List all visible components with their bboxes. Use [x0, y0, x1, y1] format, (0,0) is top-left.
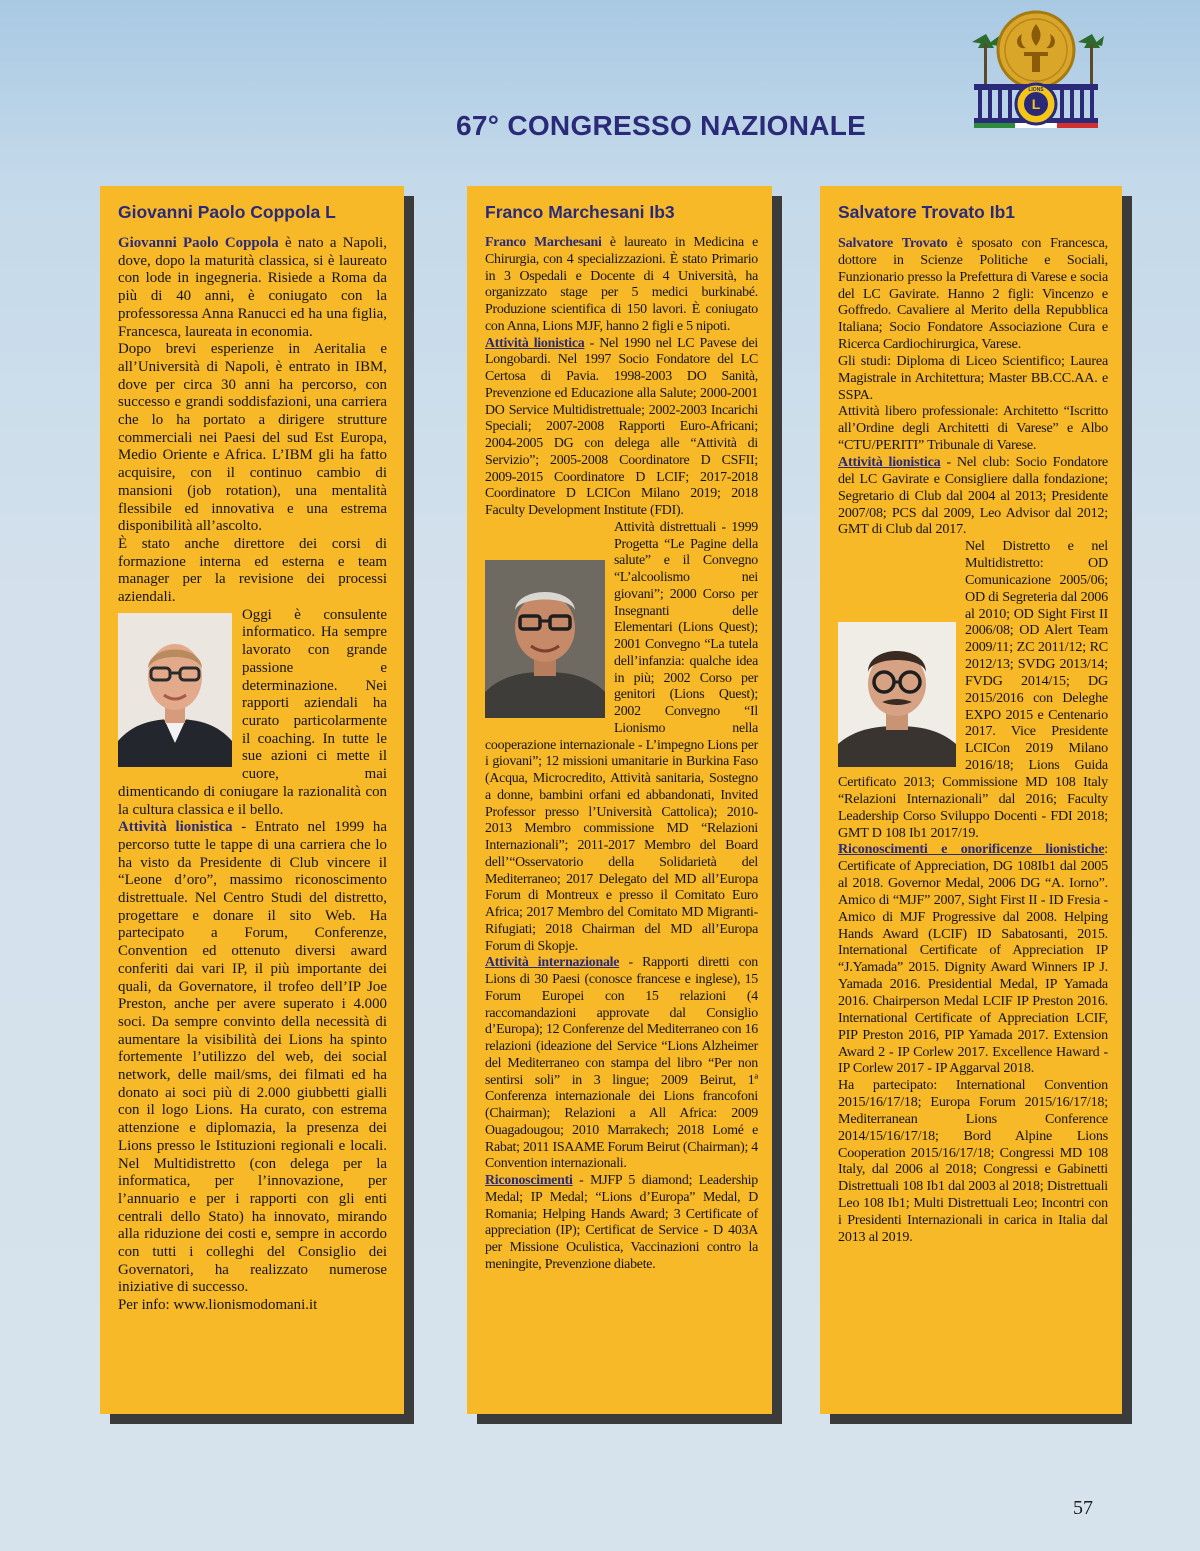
portrait-photo	[118, 613, 232, 767]
awards-heading: Riconoscimenti	[485, 1173, 573, 1188]
honors-text: : Certificate of Appreciation, DG 108Ib1 dal 2005 al 2018. Governor Medal, 2006 DG “A. Iorno”. Amico di “MJF” 2007, Sight First II - ID Fresia - Amico di MJF Progressive dal 2008. Helping Hands Award (LCIF) ID Sabatosanti, 2015. International Certificate of Appreciation IP “J.Yamada” 2015. Dignity Award Winners IP J. Yamada 2016. Presidential Medal, IP Yamada 2016. Chairperson Medal LCIF IP Preston 2016. International Certificate of Appreciation LCIF, PIP Preston 2016, PIP Yamada 2017. Extension Award 2 - IP Corlew 2017. Excellence Haward - IP Corlew 2017 - IP Aggarval 2018.	[838, 841, 1108, 1077]
profile-body	[838, 235, 1108, 1246]
lions-activity-heading: Attività lionistica	[838, 453, 941, 470]
honors-paragraph	[838, 841, 1108, 1077]
career-paragraph: Dopo brevi esperienze in Aeritalia e all’Università di Napoli, è entrato in IBM, dove per circa 30 anni ha percorso, con successo e grandi soddisfazioni, una carriera che lo ha portato a dirigere strutture commerciali nei Paesi del sud Est Europa, Medio Oriente e Africa. L’IBM gli ha fatto acquisire, con il continuo cambio di mansioni (job rotation), una mentalità flessibile ed innovativa e una estrema disponibilità all’ascolto.	[118, 341, 387, 535]
profile-body	[118, 235, 387, 1315]
bio-name: Giovanni Paolo Coppola	[118, 235, 279, 251]
bio-text: è sposato con Francesca, dottore in Scienze Politiche e Sociali, Funzionario presso la Prefettura di Varese e socia del LC Gavirate. Hanno 2 figli: Vincenzo e Goffredo. Cavaliere al Merito della Repubblica Italiana; Socio Fondatore Associazione Cura e Ricerca Cardiochirurgica, Varese.	[838, 235, 1108, 353]
lions-activity-paragraph	[118, 819, 387, 1297]
district-text: Nel Distretto e nel Multidistretto: OD Comunicazione 2005/06; OD di Segreteria dal 2006 al 2010; OD Sight First II 2006/08; OD Alert Team 2009/11; ZC 2011/12; RC 2012/13; SVDG 2013/14; FVDG 2014/15; DG 2015/2016 con Deleghe EXPO 2015 e Centenario 2017. Vice Presidente LCICon 2019 Milano 2016/18; Lions Guida Certificato 2013; Commissione MD 108 Italy “Relazioni Internazionali” dal 2016; Faculty Leadership Corso Sviluppo Docenti - FDI 2018; GMT D 108 Ib1 2017/19.	[838, 538, 1108, 841]
profession-paragraph: Attività libero professionale: Architetto “Iscritto all’Ordine degli Architetti di Varese” e Albo “CTU/PERITI” Tribunale di Varese.	[838, 403, 1108, 454]
lions-activity-heading: Attività lionistica	[118, 819, 233, 836]
consulting-paragraph: Oggi è consulente informatico. Ha sempre lavorato con grande passione e determinazione. Nei rapporti aziendali ha curato particolarmente il coaching. In tutte le sue azioni ci mette il cuore, mai dimenticando di coniugare la razionalità con la cultura classica e il bello.	[118, 606, 387, 818]
portrait-photo	[838, 622, 956, 767]
district-paragraph	[838, 538, 1108, 841]
international-activity-paragraph	[485, 955, 758, 1173]
portrait-photo	[485, 560, 605, 718]
bio-paragraph	[118, 235, 387, 341]
district-activity-text: Attività distrettuali - 1999 Progetta “Le Pagine della salute” e il Convegno “L’alcoolismo nei giovani”; 2000 Corso per Insegnanti delle Elementari (Lions Quest); 2001 Convegno “La tutela dell’infanzia: qualche idea in più; 2002 Corso per genitori (Lions Quest); 2002 Convegno “Il Lionismo nella cooperazione internazionale - L’impegno Lions per i giovani”; 12 missioni umanitarie in Burkina Faso (Acqua, Microcredito, Attività sanitaria, Sostegno a donne, bambini orfani ed abbandonati, Invited Professor presso l’Università Cattolica); 2010-2013 Membro commissione MD “Relazioni Internazionali”; 2011-2017 Membro del Board dell’“Osservatorio della Solidarietà del Mediterraneo; 2017 Delegato del MD all’Europa Forum di Montreux e presso il Comitato Euro Africa; 2017 Membro del Comitato MD Migranti-Rifugiati; 2018 Chairman del MD all’Europa Forum di Skopje.	[485, 519, 758, 954]
awards-paragraph	[485, 1173, 758, 1274]
profile-name-heading: Giovanni Paolo Coppola L	[118, 202, 336, 222]
bio-paragraph	[485, 235, 758, 336]
page-title: 67° CONGRESSO NAZIONALE	[456, 110, 867, 141]
lions-activity-heading: Attività lionistica	[485, 335, 585, 351]
lions-fleur-de-lis-emblem-icon	[966, 8, 1106, 136]
district-activity-paragraph	[485, 520, 758, 956]
lions-activity-text: - Nel club: Socio Fondatore del LC Gavirate e Consigliere dalla fondazione; Segretario di Club dal 2004 al 2013; Presidente 2007/08; PCS dal 2009, Leo Advisor dal 2012; GMT di Club dal 2017.	[838, 453, 1108, 538]
website-link[interactable]: Per info: www.lionismodomani.it	[118, 1297, 318, 1314]
awards-text: - MJFP 5 diamond; Leadership Medal; IP Medal; “Lions d’Europa” Medal, D Romania; Helping Hands Award; 3 Certificate of appreciation (IP); Certificat de Service - D 403A per Missione Oculistica, Vaccinazioni contro la meningite, Prevenzione diabete.	[485, 1173, 758, 1272]
profile-column-marchesani	[467, 186, 772, 1414]
profile-column-trovato	[820, 186, 1122, 1414]
international-activity-heading: Attività internazionale	[485, 955, 620, 971]
studies-paragraph: Gli studi: Diploma di Liceo Scientifico; Laurea Magistrale in Architettura; Master BB.CC.AA. e SSPA.	[838, 352, 1108, 403]
bio-name: Salvatore Trovato	[838, 235, 948, 251]
training-paragraph: È stato anche direttore dei corsi di formazione interna ed esterna e team manager per la revisione dei processi aziendali.	[118, 535, 387, 606]
profile-body	[485, 235, 758, 1274]
profile-name-heading: Franco Marchesani Ib3	[485, 202, 675, 222]
lions-activity-text: - Nel 1990 nel LC Pavese dei Longobardi. Nel 1997 Socio Fondatore del LC Certosa di Pavia. 1998-2003 DO Sanità, Prevenzione ed Educazione alla Salute; 2000-2001 DO Service Multidistrettuale; 2002-2003 Incarichi Speciali; 2007-2008 Rapporti Euro-Africani; 2004-2005 DG con delega alle “Attività di Servizio”; 2005-2008 Coordinatore D CSFII; 2009-2015 Coordinatore D LCIF; 2017-2018 Coordinatore D LCICon Milano 2019; 2018 Faculty Development Institute (FDI).	[485, 335, 758, 518]
bio-text: è laureato in Medicina e Chirurgia, con 4 specializzazioni. È stato Primario in 3 Ospedali e Docente di 4 Università, ha organizzato stage per 5 medici burkinabé. Produzione scientifica di 150 lavori. È coniugato con Anna, Lions MJF, hanno 2 figli e 5 nipoti.	[485, 235, 758, 334]
lions-activity-paragraph	[485, 336, 758, 520]
bio-text: è nato a Napoli, dove, dopo la maturità classica, si è laureato con lode in ingegneria. Risiede a Roma da più di 40 anni, è coniugato con la professoressa Anna Ranucci ed ha una figlia, Francesca, laureata in economia.	[118, 235, 388, 340]
international-activity-text: - Rapporti diretti con Lions di 30 Paesi (conosce francese e inglese), 15 Forum Europei con 15 relazioni (4 raccomandazioni approvate dal Consiglio d’Europa); 12 Conferenze del Mediterraneo con 16 relazioni (ideazione del Service “Lions Alzheimer del Mediterraneo con stampa del libro “Per non sentirsi soli” in 3 lingue; 2009 Beirut, 1ª Conferenza internazionale dei Lions francofoni (Chairman); Relazioni a All Africa: 2009 Ouagadougou; 2010 Marrakech; 2018 Lomé e Rabat; 2011 ISAAME Forum Beirut (Chairman); 4 Convention internazionali.	[485, 955, 758, 1172]
participation-paragraph: Ha partecipato: International Convention 2015/16/17/18; Europa Forum 2015/16/17/18; Mediterranean Lions Conference 2014/15/16/17/18; Bord Alpine Lions Cooperation 2015/16/17/18; Congressi MD 108 Italy, dal 2006 al 2018; Congressi e Gabinetti Distrettuali 108 Ib1 dal 2003 al 2018; Distrettuali Leo 108 Ib1; Multi Distrettuali Leo; Incontri con i Presidenti Internazionali in carica in Italia dal 2013 al 2019.	[838, 1077, 1108, 1245]
profile-column-coppola	[100, 186, 404, 1414]
lions-emblem	[966, 8, 1106, 136]
profile-name-heading: Salvatore Trovato Ib1	[838, 202, 1016, 222]
svg-text:LIONS: LIONS	[1028, 87, 1044, 93]
bio-paragraph	[838, 235, 1108, 353]
lions-activity-paragraph	[838, 454, 1108, 538]
page-number: 57	[1073, 1497, 1093, 1519]
lions-activity-text: - Entrato nel 1999 ha percorso tutte le tappe di una carriera che lo ha visto da Presidente di Club vincere il “Leone d’oro”, massimo riconoscimento distrettuale. Nel Centro Studi del distretto, progettare e donare il sito Web. Ha partecipato a Forum, Conferenze, Convention ed ottenuto diversi award conferiti dai vari IP, il più importante dei quali, da Governatore, il trofeo dell’IP Joe Preston, anche per avere superato i 4.000 soci. Da sempre convinto della necessità di aumentare la visibilità dei Lions ha spinto fortemente l’utilizzo del web, dei social network, delle mail/sms, dei filmati ed ha donato ai soci più di 2.000 giubbetti gialli con il logo Lions. Ha curato, con estrema attenzione e diplomazia, la presenza dei Lions presso le Istituzioni regionali e locali. Nel Multidistretto (con delega per la informatica, per l’innovazione, per l’annuario e per i rapporti con gli enti centrali dello Stato) ha innovato, mirando alla riduzione dei costi e, sempre in accordo con tutti i colleghi del Consiglio dei Governatori, ha realizzato numerose iniziative di successo.	[118, 819, 387, 1296]
honors-heading: Riconoscimenti e onorificenze lionistiche	[838, 841, 1105, 858]
bio-name: Franco Marchesani	[485, 235, 602, 250]
svg-text:L: L	[1031, 96, 1041, 112]
